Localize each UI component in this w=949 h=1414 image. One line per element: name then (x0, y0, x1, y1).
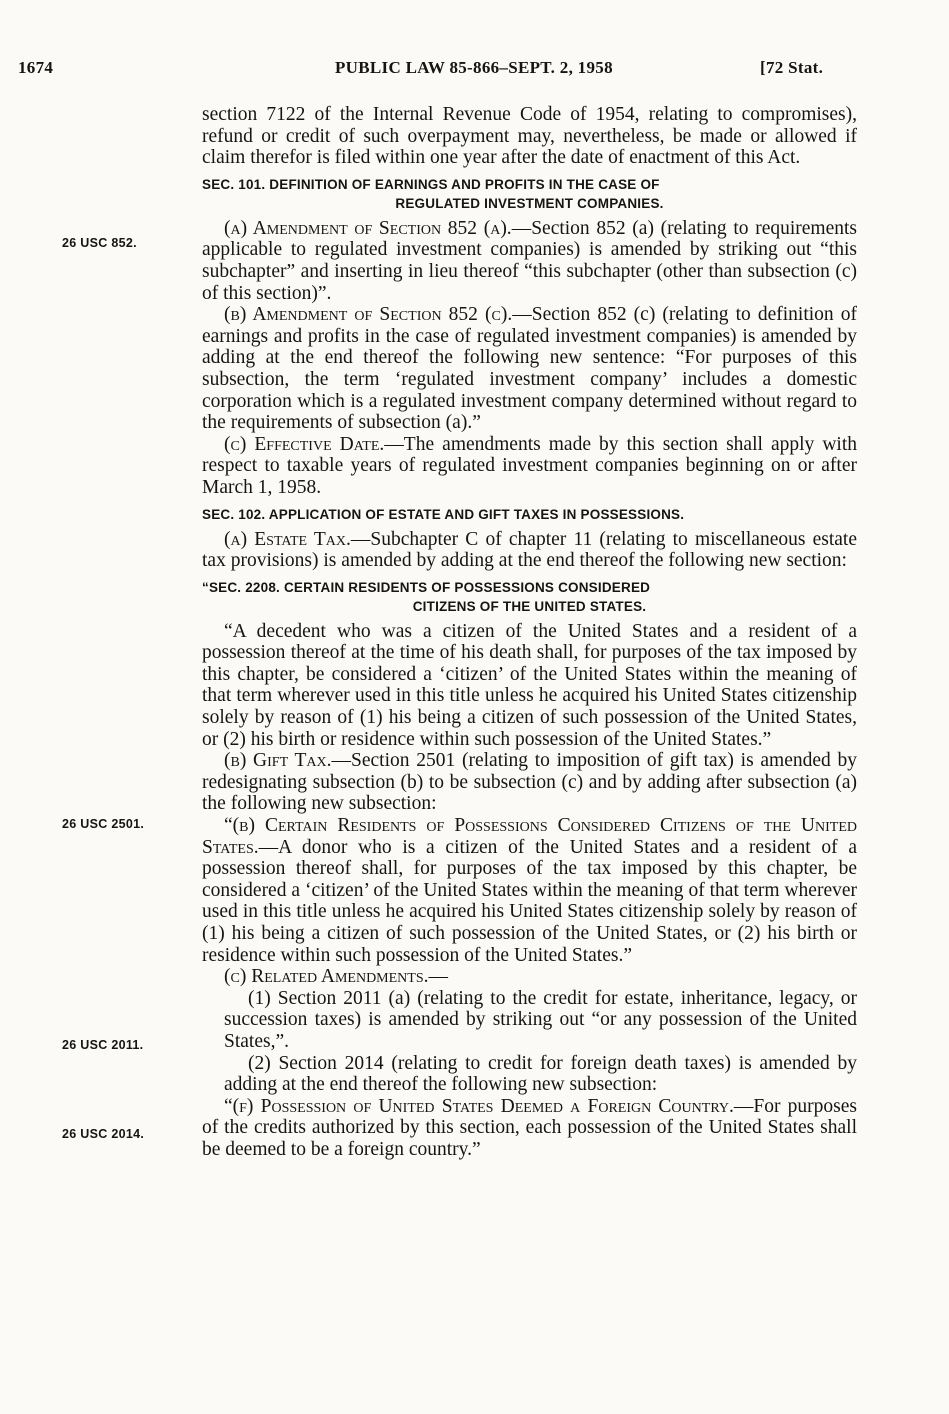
paragraph-decedent: “A decedent who was a citizen of the United States and a resident of a possession thereof at the time of his death shall, for purposes of the tax imposed by this chapter, be considered a ‘citizen’ of the United States within the meaning of that term wherever used in this title unless he acquired his United States citizenship solely by reason of (1) his being a citizen of such possession of the United States, or (2) his birth or residence within such possession of the United States.” (202, 620, 857, 750)
statute-reference: [72 Stat. (760, 58, 824, 77)
paragraph-102c (202, 966, 857, 988)
label-102a: (a) Estate Tax. (224, 528, 351, 550)
label-101b: (b) Amendment of Section 852 (c). (224, 304, 513, 326)
paragraph-102b (202, 750, 857, 815)
paragraph-101a (202, 218, 857, 304)
paragraph-102c1: (1) Section 2011 (a) (relating to the credit for estate, inheritance, legacy, or succession taxes) is amended by striking out “or any possession of the United States,”. (224, 987, 857, 1052)
section-2208-heading-line2: CITIZENS OF THE UNITED STATES. (412, 598, 647, 614)
text-2501b: —A donor who is a citizen of the United States and a resident of a possession thereof shall, for purposes of the tax imposed by this chapter, be considered a ‘citizen’ of the United States within the meaning of that term wherever used in this title unless he acquired his United States citizenship solely by reason of (1) his being a citizen of such possession of the United States, or (2) his birth or residence within such possession of the United States.” (202, 836, 857, 966)
paragraph-2014f (202, 1096, 857, 1161)
paragraph-101c (202, 434, 857, 499)
section-102-heading-text: SEC. 102. APPLICATION OF ESTATE AND GIFT TAXES IN POSSESSIONS. (202, 506, 685, 522)
section-102-heading (202, 505, 857, 524)
paragraph-102a (202, 529, 857, 572)
paragraph-101b (202, 304, 857, 434)
text-102b: —Section 2501 (relating to imposition of gift tax) is amended by redesignating subsection (b) to be subsection (c) and by adding after subsection (a) the following new subsection: (202, 750, 858, 815)
text-102a: —Subchapter C of chapter 11 (relating to miscellaneous estate tax provisions) is amended by adding at the end thereof the following new section: (202, 528, 858, 572)
running-title: PUBLIC LAW 85-866–SEPT. 2, 1958 (335, 58, 613, 77)
margin-note-2011: 26 USC 2011. (62, 1038, 144, 1052)
section-101-heading (202, 175, 857, 213)
section-101-heading-line2: REGULATED INVESTMENT COMPANIES. (395, 195, 664, 211)
label-101c: (c) Effective Date. (224, 433, 385, 455)
label-101a: (a) Amendment of Section 852 (a). (224, 217, 512, 239)
section-2208-heading (202, 578, 857, 616)
label-102c: (c) Related Amendments. (224, 966, 429, 988)
label-102b: (b) Gift Tax. (224, 750, 332, 772)
label-2501b: “(b) Certain Residents of Possessions Considered Citizens of the United States. (202, 815, 857, 858)
margin-note-2014: 26 USC 2014. (62, 1127, 145, 1141)
paragraph-102c2: (2) Section 2014 (relating to credit for foreign death taxes) is amended by adding at the end thereof the following new subsection: (224, 1052, 857, 1096)
intro-paragraph: section 7122 of the Internal Revenue Code of 1954, relating to compromises), refund or credit of such overpayment may, nevertheless, be made or allowed if claim therefor is filed within one year after the date of enactment of this Act. (202, 104, 857, 169)
text-101c: —The amendments made by this section shall apply with respect to taxable years of regulated investment companies beginning on or after March 1, 1958. (202, 433, 857, 498)
section-101-heading-line1: SEC. 101. DEFINITION OF EARNINGS AND PROFITS IN THE CASE OF (202, 176, 660, 192)
page-number: 1674 (18, 58, 54, 77)
margin-note-2501: 26 USC 2501. (62, 817, 145, 831)
page-body (202, 104, 857, 1161)
text-101b: —Section 852 (c) (relating to definition of earnings and profits in the case of regulated investment companies) is amended by adding at the end thereof the following new sentence: “For purposes of this subsection, the term ‘regulated investment company’ includes a domestic corporation which is a regulated investment company determined without regard to the requirements of subsection (a).” (202, 304, 857, 434)
text-2014f: —For purposes of the credits authorized by this section, each possession of the United States shall be deemed to be a foreign country.” (202, 1095, 857, 1160)
section-2208-heading-line1: “SEC. 2208. CERTAIN RESIDENTS OF POSSESSIONS CONSIDERED (202, 579, 651, 595)
paragraph-2501b (202, 815, 857, 966)
label-2014f: “(f) Possession of United States Deemed a Foreign Country. (224, 1095, 734, 1117)
text-101a: —Section 852 (a) (relating to requirements applicable to regulated investment companies) is amended by striking out “this subchapter” and inserting in lieu thereof “this subchapter (other than subsection (c) of this section)”. (202, 217, 857, 304)
margin-note-852: 26 USC 852. (62, 236, 137, 250)
dash-102c: — (428, 966, 449, 988)
